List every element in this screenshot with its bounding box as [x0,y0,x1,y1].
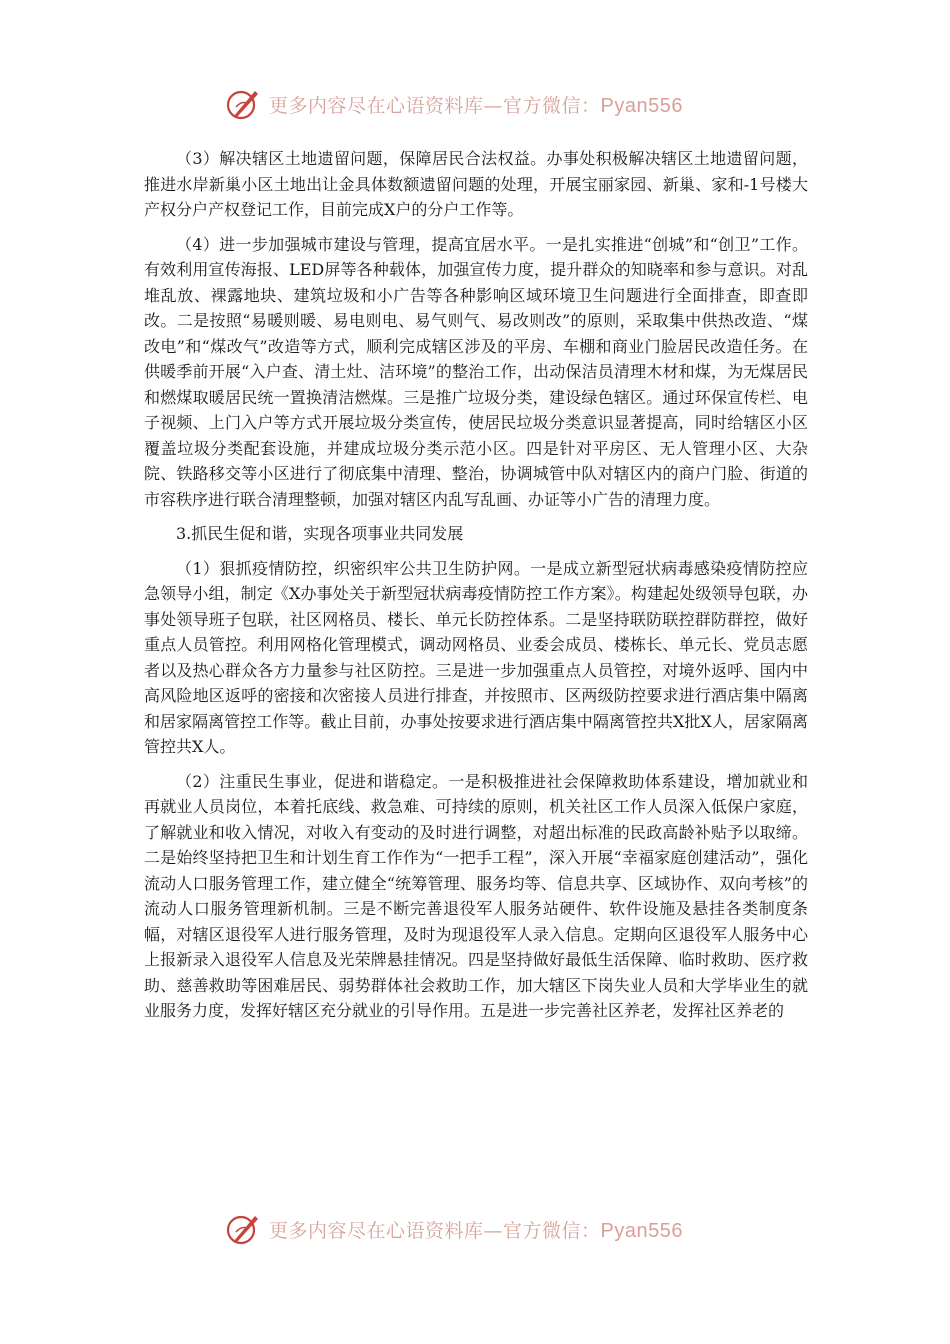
pen-logo-icon [225,86,261,122]
header-banner-text [269,91,683,118]
header-banner-label: 更多内容尽在心语资料库—官方微信： [269,94,601,117]
header-banner [225,84,745,124]
document-body [144,146,808,1033]
paragraph: （1）狠抓疫情防控，织密织牢公共卫生防护网。一是成立新型冠状病毒感染疫情防控应急领导小组，制定《X办事处关于新型冠状病毒疫情防控工作方案》。构建起处级领导包联，办事处领导班子包联，社区网格员、楼长、单元长防控体系。二是坚持联防联控群防群控，做好重点人员管控。利用网格化管理模式，调动网格员、业委会成员、楼栋长、单元长、党员志愿者以及热心群众各方力量参与社区防控。三是进一步加强重点人员管控，对境外返呼、国内中高风险地区返呼的密接和次密接人员进行排查，并按照市、区两级防控要求进行酒店集中隔离和居家隔离管控工作等。截止目前，办事处按要求进行酒店集中隔离管控共X批X人，居家隔离管控共X人。 [144,558,808,756]
paragraph: （4）进一步加强城市建设与管理，提高宜居水平。一是扎实推进“创城”和“创卫”工作。有效利用宣传海报、LED屏等各种载体，加强宣传力度，提升群众的知晓率和参与意识。对乱堆乱放、裸露地块、建筑垃圾和小广告等各种影响区域环境卫生问题进行全面排查，即查即改。二是按照“易暖则暖、易电则电、易气则气、易改则改”的原则，采取集中供热改造、“煤改电”和“煤改气”改造等方式，顺利完成辖区涉及的平房、车棚和商业门脸居民改造任务。在供暖季前开展“入户查、清土灶、洁环境”的整治工作，出动保洁员清理木材和煤，为无煤居民和燃煤取暖居民统一置换清洁燃煤。三是推广垃圾分类，建设绿色辖区。通过环保宣传栏、电子视频、上门入户等方式开展垃圾分类宣传，使居民垃圾分类意识显著提高，同时给辖区小区覆盖垃圾分类配套设施，并建成垃圾分类示范小区。四是针对平房区、无人管理小区、大杂院、铁路移交等小区进行了彻底集中清理、整治，协调城管中队对辖区内的商户门脸、街道的市容秩序进行联合清理整顿，加强对辖区内乱写乱画、办证等小广告的清理力度。 [144,234,808,509]
footer-banner-text [269,1216,683,1243]
paragraph: （2）注重民生事业，促进和谐稳定。一是积极推进社会保障救助体系建设，增加就业和再就业人员岗位，本着托底线、救急难、可持续的原则，机关社区工作人员深入低保户家庭，了解就业和收入情况，对收入有变动的及时进行调整，对超出标准的民政高龄补贴予以取缔。二是始终坚持把卫生和计划生育工作作为“一把手工程”，深入开展“幸福家庭创建活动”，强化流动人口服务管理工作，建立健全“统筹管理、服务均等、信息共享、区域协作、双向考核”的流动人口服务管理新机制。三是不断完善退役军人服务站硬件、软件设施及悬挂各类制度条幅，对辖区退役军人进行服务管理，及时为现退役军人录入信息。定期向区退役军人服务中心上报新录入退役军人信息及光荣牌悬挂情况。四是坚持做好最低生活保障、临时救助、医疗救助、慈善救助等困难居民、弱势群体社会救助工作，加大辖区下岗失业人员和大学毕业生的就业服务力度，发挥好辖区充分就业的引导作用。五是进一步完善社区养老，发挥社区养老的 [144,771,808,1020]
footer-banner-id: Pyan556 [600,1219,683,1242]
paragraph: （3）解决辖区土地遗留问题，保障居民合法权益。办事处积极解决辖区土地遗留问题，推进水岸新巢小区土地出让金具体数额遗留问题的处理，开展宝丽家园、新巢、家和-1号楼大产权分户产权登记工作，目前完成X户的分户工作等。 [144,149,808,219]
header-banner-id: Pyan556 [600,94,683,117]
pen-logo-icon [225,1211,261,1247]
footer-banner-label: 更多内容尽在心语资料库—官方微信： [269,1219,601,1242]
section-heading: 3.抓民生促和谐，实现各项事业共同发展 [176,524,464,543]
footer-banner [225,1209,745,1249]
